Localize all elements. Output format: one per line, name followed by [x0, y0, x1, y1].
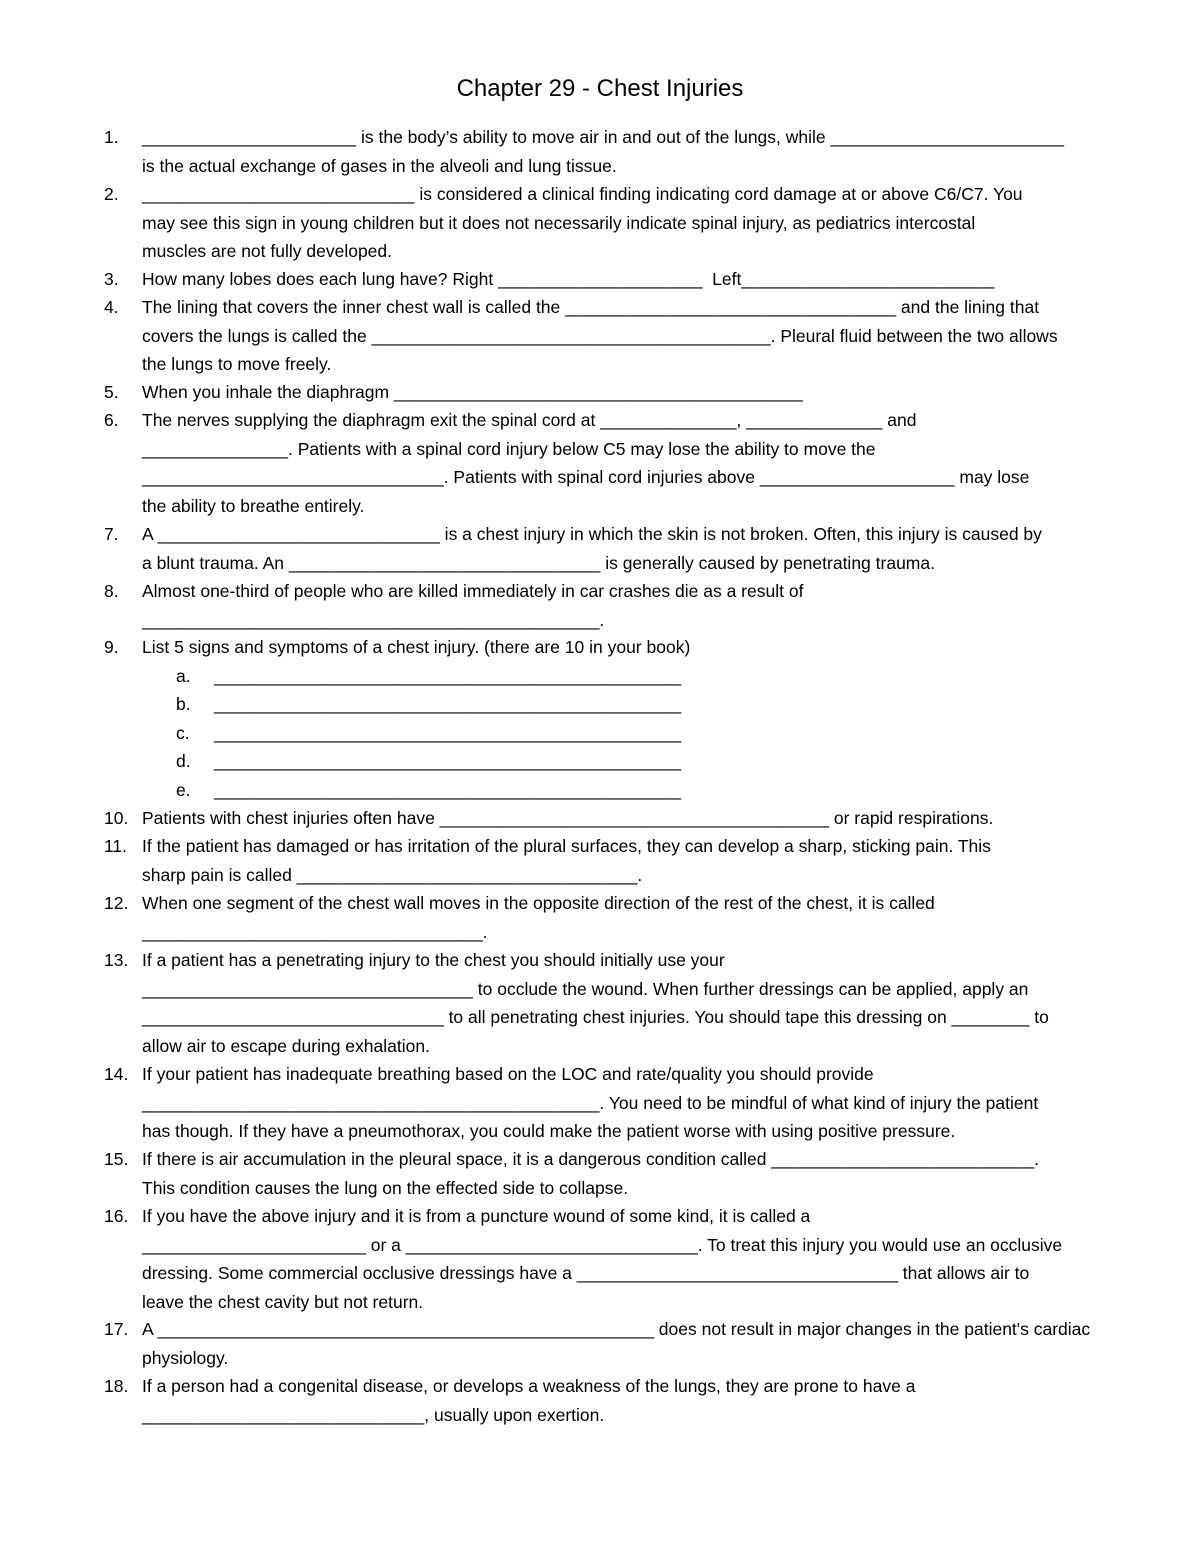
question-text	[142, 123, 1132, 180]
question-line: __________________________________ to occlude the wound. When further dressings can be applied, apply an	[142, 978, 1029, 999]
question-line: _______________________________ to all penetrating chest injuries. You should tape this dressing on ________ to	[142, 1007, 1049, 1027]
question-number: 11.	[104, 836, 128, 856]
question-line: Almost one-third of people who are killed immediately in car crashes die as a result of	[142, 581, 804, 601]
question-line: physiology.	[142, 1347, 229, 1368]
question-number: 4.	[104, 297, 119, 317]
question-text	[142, 265, 1132, 294]
question-line: the ability to breathe entirely.	[142, 495, 365, 516]
question-number: 3.	[104, 269, 119, 289]
question-line: ___________________________________.	[142, 921, 488, 942]
question-number: 9.	[104, 637, 119, 657]
question-line: sharp pain is called ___________________________________.	[142, 864, 643, 885]
answer-blank[interactable]: ________________________________________________	[214, 666, 682, 686]
subitem-letter: e.	[176, 780, 191, 800]
answer-blank[interactable]: ________________________________________________	[214, 751, 682, 771]
subitem-letter: b.	[176, 694, 191, 714]
question-text	[142, 1202, 1132, 1316]
answer-blank[interactable]: ________________________________________________	[214, 694, 682, 714]
question-number: 18.	[104, 1376, 129, 1396]
question-line: When one segment of the chest wall moves in the opposite direction of the rest of the chest, it is called	[142, 893, 935, 913]
question-text	[142, 832, 1132, 889]
question-line: This condition causes the lung on the effected side to collapse.	[142, 1177, 629, 1198]
question-line: the lungs to move freely.	[142, 354, 332, 374]
question-line: The lining that covers the inner chest wall is called the __________________________________ and the lining that	[142, 297, 1040, 317]
question-text	[142, 1145, 1132, 1202]
question-line: may see this sign in young children but it does not necessarily indicate spinal injury, as pediatrics intercostal	[142, 212, 976, 233]
question-line: List 5 signs and symptoms of a chest injury. (there are 10 in your book)	[142, 637, 691, 657]
question-text	[142, 1372, 1132, 1429]
question-number: 14.	[104, 1064, 129, 1084]
question-line: When you inhale the diaphragm __________________________________________	[142, 382, 803, 402]
question-line: The nerves supplying the diaphragm exit the spinal cord at ______________, ______________ and	[142, 410, 917, 430]
question-line: ____________________________ is considered a clinical finding indicating cord damage at or above C6/C7. You	[142, 184, 1023, 204]
question-text	[142, 1315, 1132, 1372]
question-line: _______________. Patients with a spinal cord injury below C5 may lose the ability to move the	[142, 438, 876, 459]
question-number: 5.	[104, 382, 119, 402]
question-text	[142, 180, 1132, 266]
question-text	[142, 633, 1132, 662]
question-line: Patients with chest injuries often have ________________________________________ or rapid respirations.	[142, 808, 994, 828]
question-line: a blunt trauma. An ________________________________ is generally caused by penetrating trauma.	[142, 552, 935, 573]
question-line: muscles are not fully developed.	[142, 241, 392, 261]
question-line: A ___________________________________________________ does not result in major changes in the patient's cardiac	[142, 1319, 1091, 1339]
question-text	[142, 406, 1132, 520]
question-text	[142, 520, 1132, 577]
question-number: 2.	[104, 184, 119, 204]
question-text	[142, 378, 1132, 407]
question-number: 6.	[104, 410, 119, 430]
question-number: 1.	[104, 127, 119, 147]
question-line: If your patient has inadequate breathing based on the LOC and rate/quality you should provide	[142, 1064, 874, 1084]
question-text	[142, 804, 1132, 833]
question-number: 15.	[104, 1149, 129, 1169]
answer-blank[interactable]: ________________________________________________	[214, 723, 682, 743]
question-line: has though. If they have a pneumothorax, you could make the patient worse with using positive pressure.	[142, 1121, 956, 1141]
question-line: leave the chest cavity but not return.	[142, 1291, 424, 1312]
question-line: If there is air accumulation in the pleural space, it is a dangerous condition called ___________________________.	[142, 1149, 1040, 1169]
question-line: ______________________ is the body’s ability to move air in and out of the lungs, while ________________________	[142, 127, 1065, 147]
question-text	[142, 946, 1132, 1060]
question-text	[142, 889, 1132, 946]
question-text	[142, 1060, 1132, 1146]
question-text	[142, 293, 1132, 379]
question-line: _______________________________________________.	[142, 609, 605, 630]
question-text	[142, 577, 1132, 634]
question-line: dressing. Some commercial occlusive dressings have a _________________________________ that allows air to	[142, 1263, 1030, 1283]
question-number: 13.	[104, 950, 129, 970]
question-line: allow air to escape during exhalation.	[142, 1035, 430, 1056]
question-line: _______________________________. Patients with spinal cord injuries above ____________________ may lose	[142, 467, 1030, 487]
question-line: covers the lungs is called the _________________________________________. Pleural fluid between the two allows	[142, 325, 1058, 346]
subitem-letter: c.	[176, 723, 190, 743]
question-line: _____________________________, usually upon exertion.	[142, 1404, 605, 1425]
question-line: _______________________________________________. You need to be mindful of what kind of injury the patient	[142, 1092, 1039, 1113]
question-line: If a patient has a penetrating injury to the chest you should initially use your	[142, 950, 725, 970]
page-title: Chapter 29 - Chest Injuries	[456, 75, 744, 102]
answer-blank[interactable]: ________________________________________________	[214, 780, 682, 800]
question-line: How many lobes does each lung have? Right _____________________ Left__________________________	[142, 269, 995, 289]
question-line: If a person had a congenital disease, or develops a weakness of the lungs, they are prone to have a	[142, 1376, 916, 1396]
question-line: A _____________________________ is a chest injury in which the skin is not broken. Often, this injury is caused by	[142, 524, 1042, 544]
subitem-letter: d.	[176, 751, 191, 771]
question-number: 10.	[104, 808, 129, 828]
question-number: 8.	[104, 581, 119, 601]
question-line: If the patient has damaged or has irritation of the plural surfaces, they can develop a sharp, sticking pain. This	[142, 836, 991, 856]
question-number: 7.	[104, 524, 119, 544]
subitem-letter: a.	[176, 666, 191, 686]
question-line: If you have the above injury and it is from a puncture wound of some kind, it is called a	[142, 1206, 811, 1226]
question-number: 17.	[104, 1319, 129, 1339]
question-number: 16.	[104, 1206, 129, 1226]
question-line: is the actual exchange of gases in the alveoli and lung tissue.	[142, 155, 617, 176]
question-line: _______________________ or a ______________________________. To treat this injury you would use an occlusive	[142, 1234, 1063, 1255]
question-number: 12.	[104, 893, 129, 913]
